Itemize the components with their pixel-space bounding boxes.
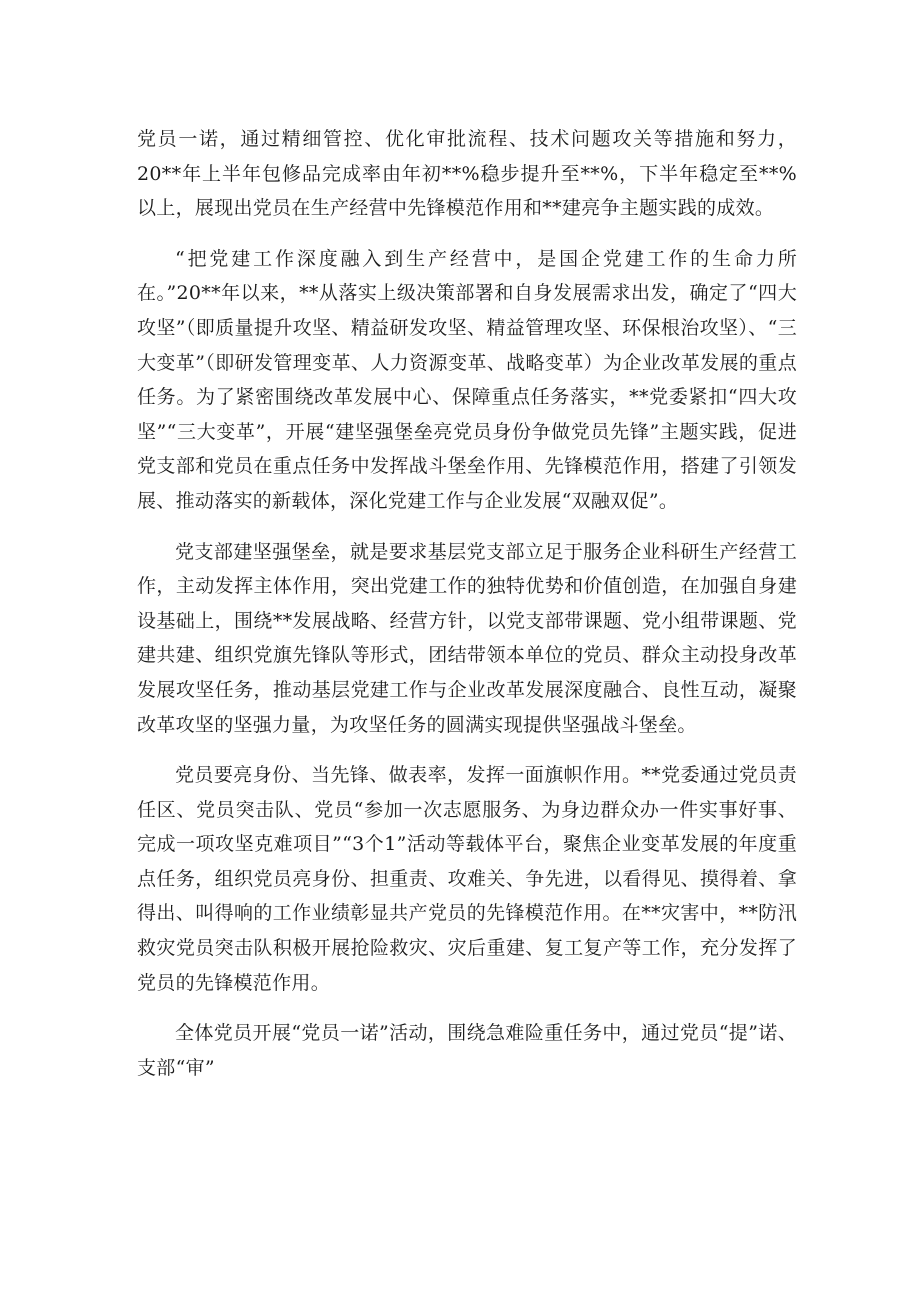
paragraph-1: 党员一诺，通过精细管控、优化审批流程、技术问题攻关等措施和努力，20**年上半年包修品完成率由年初**%稳步提升至**%，下半年稳定至**%以上，展现出党员在生产经营中先锋模范作用和**建亮争主题实践的成效。	[137, 128, 797, 220]
paragraph-2: “把党建工作深度融入到生产经营中，是国企党建工作的生命力所在。”20**年以来，**从落实上级决策部署和自身发展需求出发，确定了“四大攻坚”（即质量提升攻坚、精益研发攻坚、精益管理攻坚、环保根治攻坚）、“三大变革”（即研发管理变革、人力资源变革、战略变革）为企业改革发展的重点任务。为了紧密围绕改革发展中心、保障重点任务落实，**党委紧扣“四大攻坚”“三大变革”，开展“建坚强堡垒亮党员身份争做党员先锋”主题实践，促进党支部和党员在重点任务中发挥战斗堡垒作用、先锋模范作用，搭建了引领发展、推动落实的新载体，深化党建工作与企业发展“双融双促”。	[137, 247, 797, 512]
document-body	[137, 122, 797, 1085]
paragraph-5: 全体党员开展“党员一诺”活动，围绕急难险重任务中，通过党员“提”诺、支部“审”	[137, 1022, 797, 1079]
paragraph-3: 党支部建坚强堡垒，就是要求基层党支部立足于服务企业科研生产经营工作，主动发挥主体作用，突出党建工作的独特优势和价值创造，在加强自身建设基础上，围绕**发展战略、经营方针，以党支部带课题、党小组带课题、党建共建、组织党旗先锋队等形式，团结带领本单位的党员、群众主动投身改革发展攻坚任务，推动基层党建工作与企业改革发展深度融合、良性互动，凝聚改革攻坚的坚强力量，为攻坚任务的圆满实现提供坚强战斗堡垒。	[137, 540, 797, 736]
paragraph-4: 党员要亮身份、当先锋、做表率，发挥一面旗帜作用。**党委通过党员责任区、党员突击队、党员“参加一次志愿服务、为身边群众办一件实事好事、完成一项攻坚克难项目”“3个1”活动等载体平台，聚焦企业变革发展的年度重点任务，组织党员亮身份、担重责、攻难关、争先进，以看得见、摸得着、拿得出、叫得响的工作业绩彰显共产党员的先锋模范作用。在**灾害中，**防汛救灾党员突击队积极开展抢险救灾、灾后重建、复工复产等工作，充分发挥了党员的先锋模范作用。	[137, 764, 797, 994]
